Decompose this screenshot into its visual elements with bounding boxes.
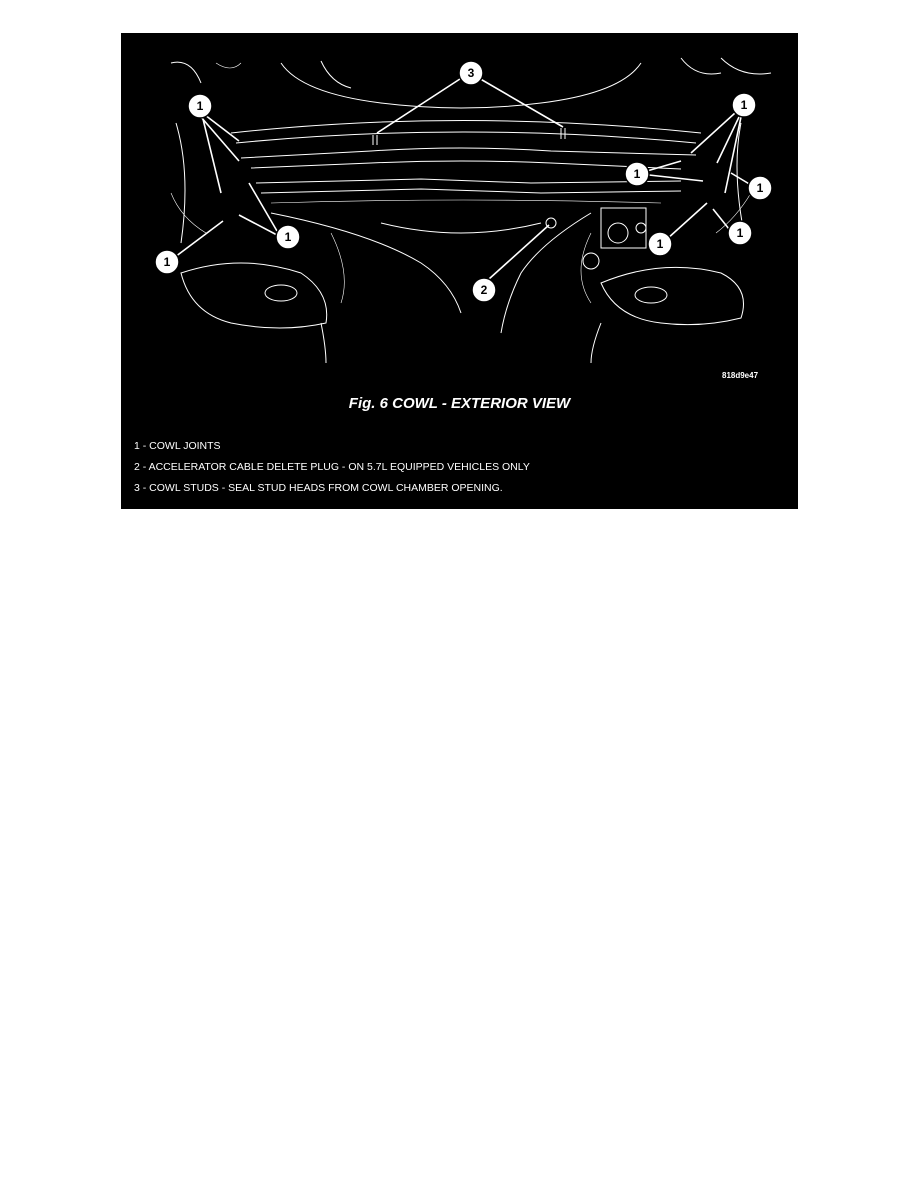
legend-item-delete-plug: 2 - ACCELERATOR CABLE DELETE PLUG - ON 5.7L EQUIPPED VEHICLES ONLY xyxy=(134,461,530,473)
callout-1-lower-right-b xyxy=(728,221,752,245)
svg-text:1: 1 xyxy=(163,255,171,269)
figure-code: 818d9e47 xyxy=(722,371,759,380)
callout-1-mid-right xyxy=(625,162,649,186)
figure-panel xyxy=(121,33,798,509)
svg-text:1: 1 xyxy=(196,99,204,113)
callout-1-mid-left xyxy=(276,225,300,249)
cowl-exterior-illustration xyxy=(121,33,798,378)
svg-text:1: 1 xyxy=(736,226,744,240)
svg-text:1: 1 xyxy=(756,181,764,195)
svg-text:1: 1 xyxy=(284,230,292,244)
callout-1-far-right xyxy=(748,176,772,200)
svg-text:1: 1 xyxy=(633,167,641,181)
svg-text:2: 2 xyxy=(480,283,488,297)
figure-legend xyxy=(134,436,530,499)
callout-1-lower-right-a xyxy=(648,232,672,256)
callout-1-top-right xyxy=(732,93,756,117)
callout-2 xyxy=(472,278,496,302)
legend-item-cowl-studs: 3 - COWL STUDS - SEAL STUD HEADS FROM COWL CHAMBER OPENING. xyxy=(134,482,503,494)
vehicle-line-art xyxy=(171,58,771,363)
callout-3 xyxy=(459,61,483,85)
callout-1-bottom-left xyxy=(155,250,179,274)
svg-text:1: 1 xyxy=(740,98,748,112)
svg-text:3: 3 xyxy=(467,66,475,80)
figure-caption: Fig. 6 COWL - EXTERIOR VIEW xyxy=(348,395,571,412)
callout-1-top-left xyxy=(188,94,212,118)
svg-text:1: 1 xyxy=(656,237,664,251)
legend-item-cowl-joints: 1 - COWL JOINTS xyxy=(134,440,221,452)
